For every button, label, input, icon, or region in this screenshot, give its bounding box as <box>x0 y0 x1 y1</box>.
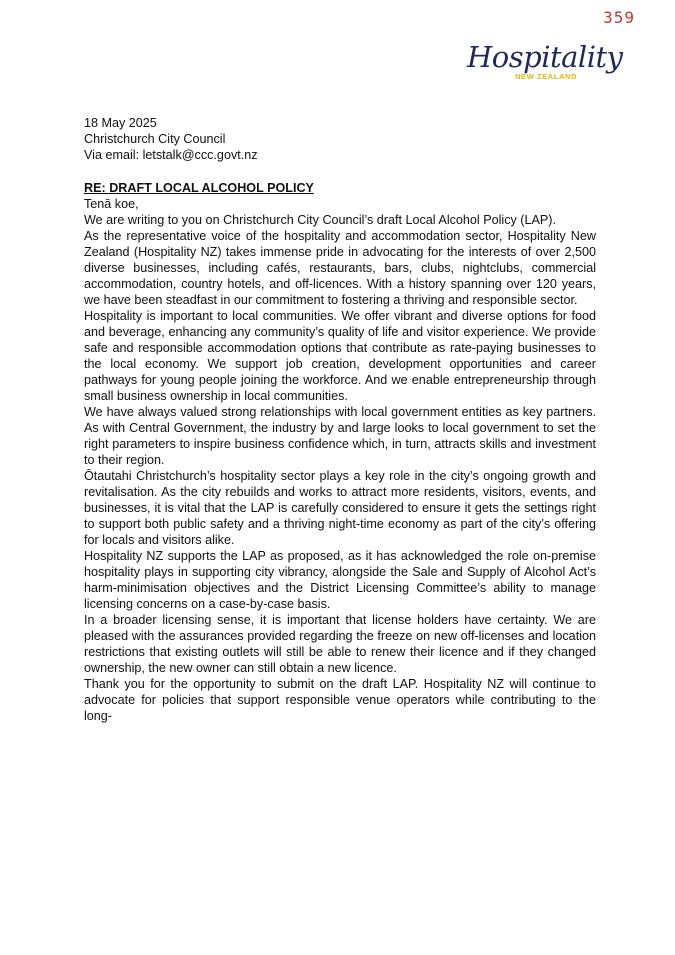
letter-body <box>84 115 596 724</box>
paragraph: We have always valued strong relationships with local government entities as key partners. As with Central Government, the industry by and large looks to local government to set the right parameters to inspire business confidence which, in turn, attracts skills and investment to their region. <box>84 405 596 467</box>
page-number: 359 <box>603 8 635 27</box>
paragraph: Hospitality is important to local communities. We offer vibrant and diverse options for food and beverage, enhancing any community’s quality of life and visitor experience. We provide safe and responsible accommodation options that contribute as rate-paying businesses to the local economy. We support job creation, development opportunities and career pathways for young people joining the workforce. And we enable entrepreneurship through small business ownership in local communities. <box>84 309 596 403</box>
paragraph: In a broader licensing sense, it is important that license holders have certainty. We are pleased with the assurances provided regarding the freeze on new off-licenses and location restrictions that existing outlets will still be able to renew their licence and if they changed ownership, the new owner can still obtain a new licence. <box>84 613 596 675</box>
logo-wordmark: Hospitality <box>467 40 623 74</box>
salutation: Tenā koe, <box>84 197 139 211</box>
hospitality-nz-logo <box>467 40 623 81</box>
paragraph: Ōtautahi Christchurch’s hospitality sector plays a key role in the city’s ongoing growth and revitalisation. As the city rebuilds and works to attract more residents, visitors, events, and businesses, it is vital that the LAP is carefully considered to ensure it gets the settings right to support both public safety and a thriving night-time economy as part of the city’s offering for locals and visitors alike. <box>84 469 596 547</box>
letter-date: 18 May 2025 <box>84 116 157 130</box>
paragraph: As the representative voice of the hospitality and accommodation sector, Hospitality New Zealand (Hospitality NZ) takes immense pride in advocating for the interests of over 2,500 diverse businesses, including cafés, restaurants, bars, clubs, nightclubs, commercial accommodation, country hotels, and off-licences. With a history spanning over 120 years, we have been steadfast in our commitment to fostering a thriving and responsible sector. <box>84 229 596 307</box>
recipient-email: Via email: letstalk@ccc.govt.nz <box>84 148 258 162</box>
paragraph: Hospitality NZ supports the LAP as proposed, as it has acknowledged the role on-premise hospitality plays in supporting city vibrancy, alongside the Sale and Supply of Alcohol Act’s harm-minimisation objectives and the District Licensing Committee’s ability to manage licensing concerns on a case-by-case basis. <box>84 549 596 611</box>
letter-subject: RE: DRAFT LOCAL ALCOHOL POLICY <box>84 181 314 195</box>
recipient-name: Christchurch City Council <box>84 132 226 146</box>
logo-subtitle: NEW ZEALAND <box>514 72 577 81</box>
paragraph: We are writing to you on Christchurch City Council’s draft Local Alcohol Policy (LAP). <box>84 213 557 227</box>
paragraph: Thank you for the opportunity to submit on the draft LAP. Hospitality NZ will continue to advocate for policies that support responsible venue operators while contributing to the long- <box>84 677 596 723</box>
